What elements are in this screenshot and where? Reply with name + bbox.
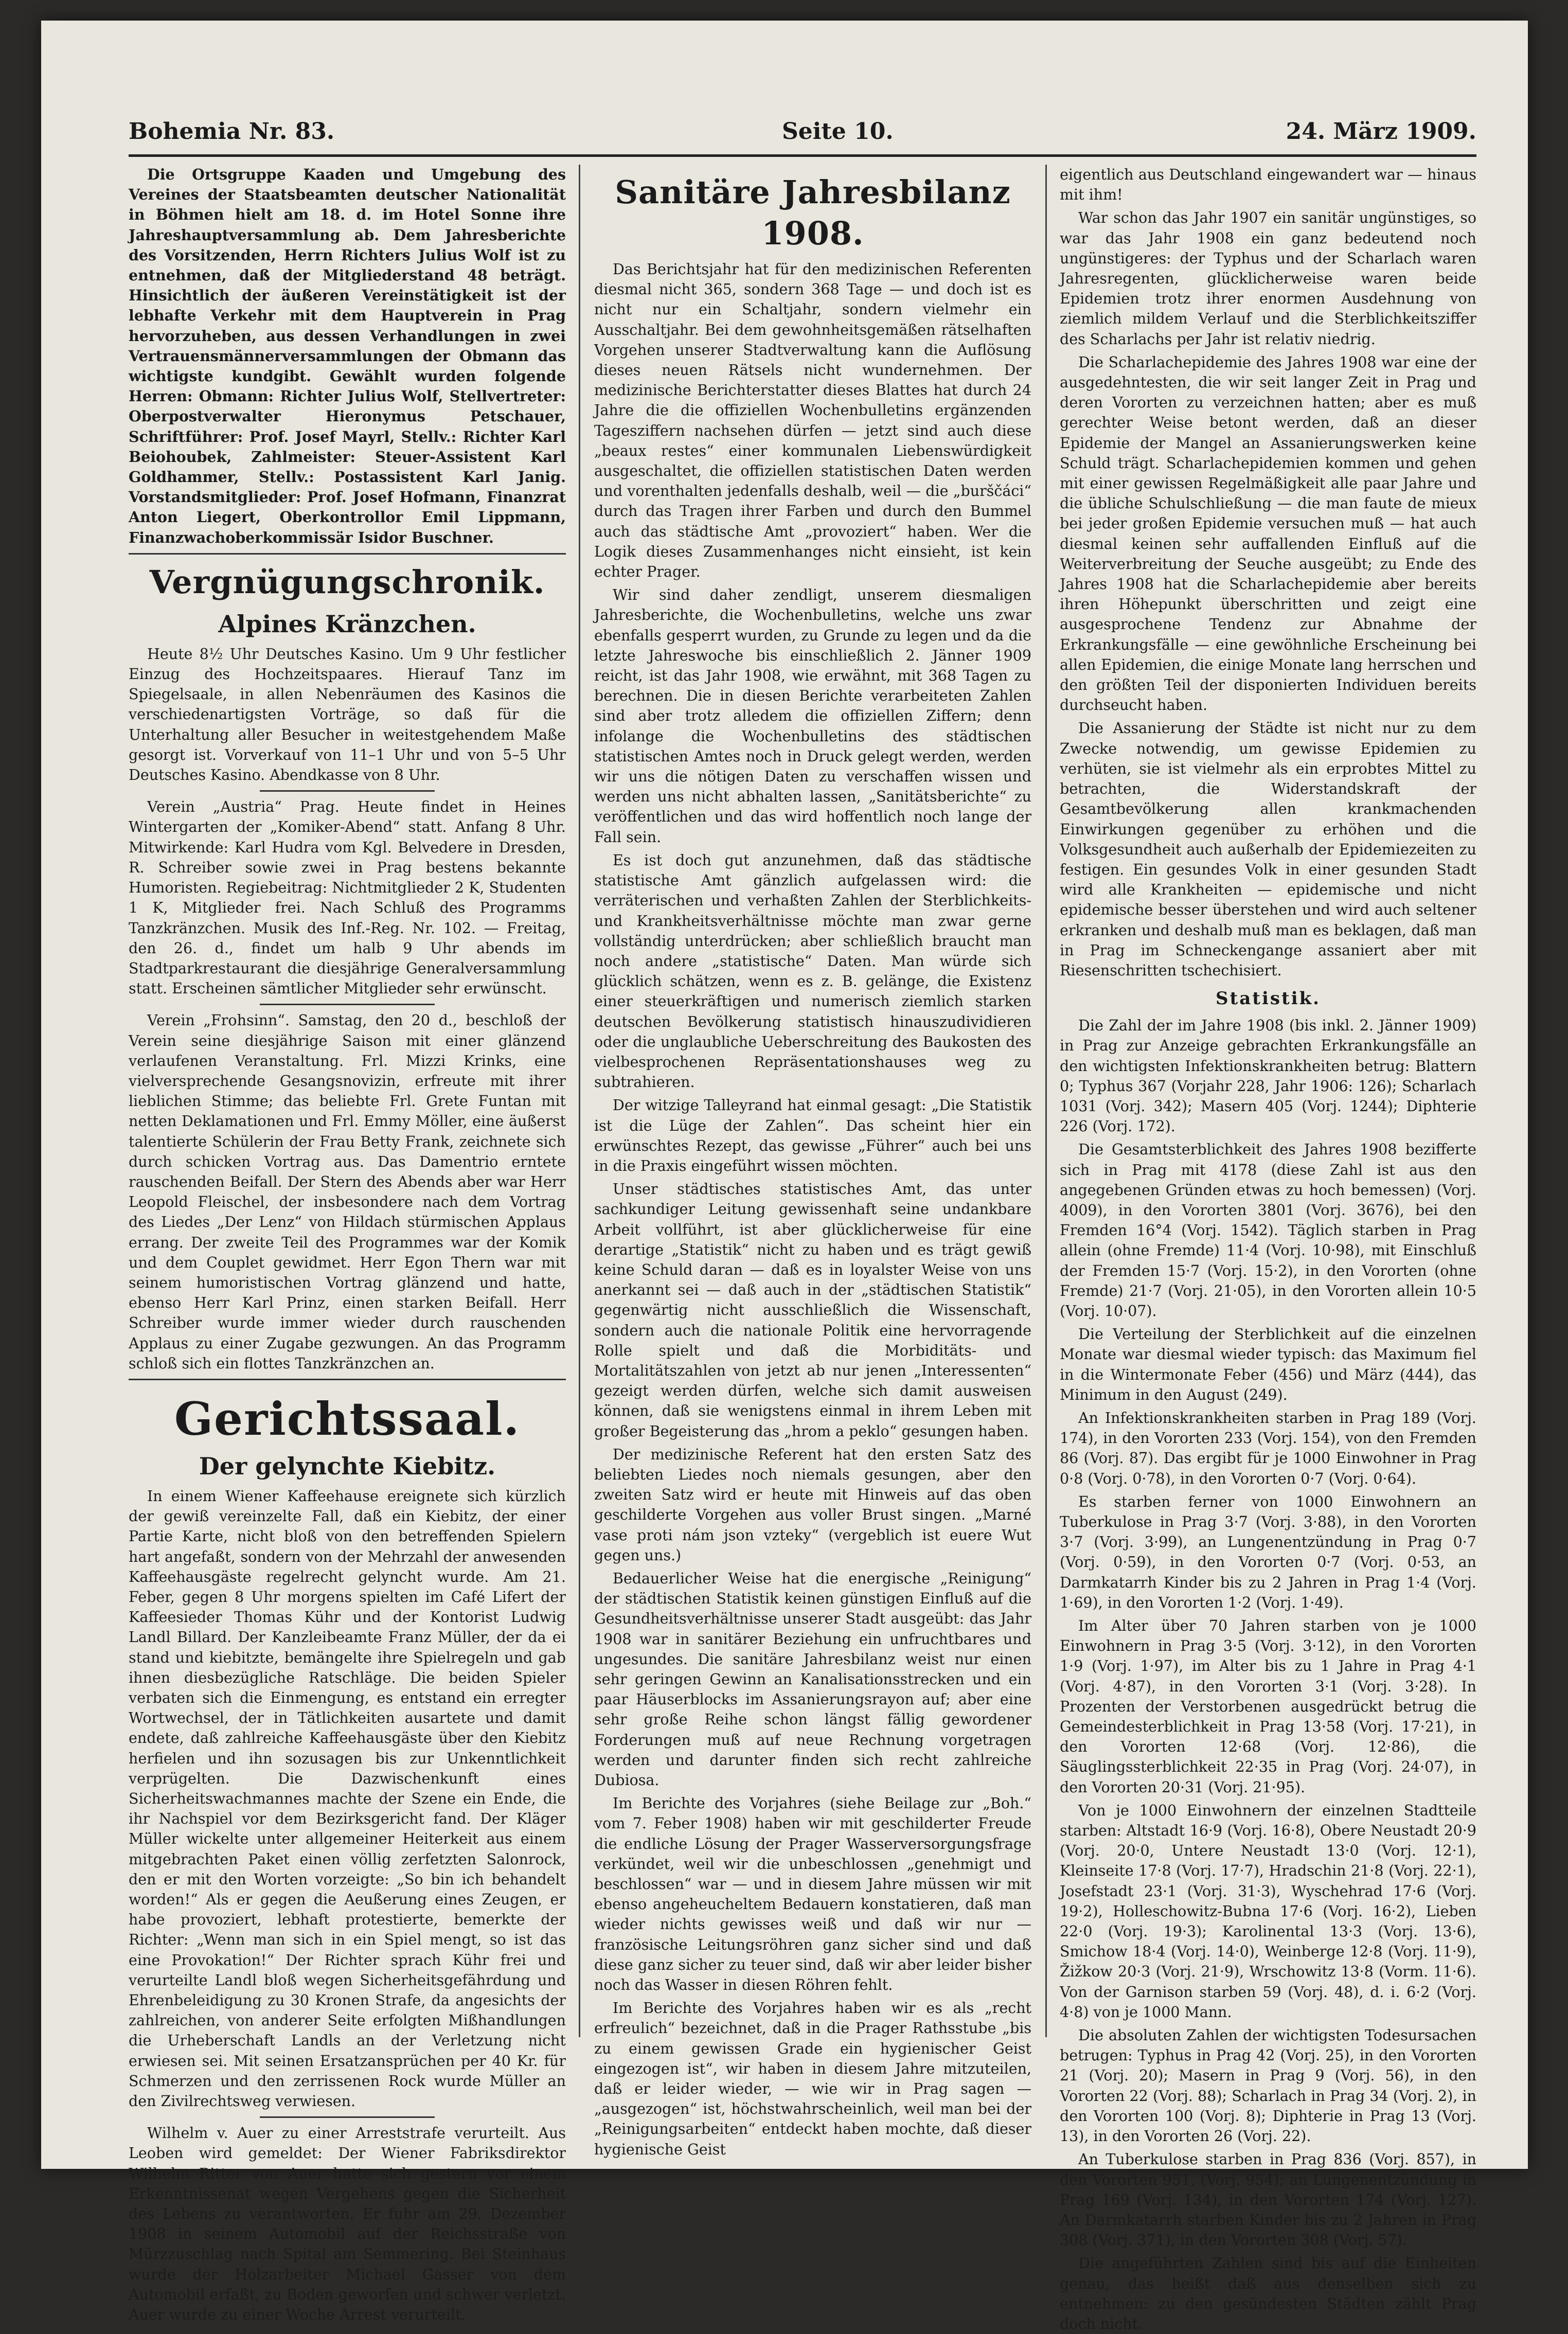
paragraph: Die Scharlachepidemie des Jahres 1908 war eine der ausgedehntesten, die wir seit langer Zeit in Prag und deren Vororten zu verzeichnen hatten; aber es muß gerechter Weise betont werden, daß an dieser Epidemie der Mangel an Assanierungswerken keine Schuld trägt. Scharlachepidemien kommen und gehen mit einer gewissen Regelmäßigkeit alle paar Jahre und die übliche Schulschließung — die man faute de mieux bei jeder großen Epidemie versuchen muß — hat auch diesmal keinen sehr auffallenden Einfluß auf die Weiterverbreitung der Seuche ausgeübt; zu Ende des Jahres 1908 hat die Scharlachepidemie aber bereits ihren Höhepunkt überschritten und zeigt eine ausgesprochene Tendenz zur Abnahme der Erkrankungsfälle — eine gewöhnliche Erscheinung bei allen Epidemien, die einige Monate lang herrschen und den größten Teil der disponierten Individuen bereits durchseucht haben. xyxy=(1060,353,1476,714)
page-header xyxy=(129,98,1476,157)
issue-date: 24. März 1909. xyxy=(1286,118,1476,145)
paragraph: Der medizinische Referent hat den ersten Satz des beliebten Liedes noch niemals gesungen, aber den zweiten Satz wird er heute mit Hinweis auf das oben geschilderte Vorgehen aus voller Brust singen. „Marné vase proti nám json vzteky“ (vergeblich ist euere Wut gegen uns.) xyxy=(594,1446,1031,1564)
paragraph: Unser städtisches statistisches Amt, das unter sachkundiger Leitung gewissenhaft seine undankbare Arbeit vollführt, ist aber glücklicherweise für eine derartige „Statistik“ nicht zu haben und es trägt gewiß keine Schuld daran — daß es in loyalster Weise von uns anerkannt sei — daß auch in der „städtischen Statistik“ gegenwärtig nicht ausschließlich die Wissenschaft, sondern auch die nationale Politik eine hervorragende Rolle spielt und daß die Morbiditäts- und Mortalitätszahlen von jetzt ab nur jenen „Interessenten“ gezeigt werden dürfen, welche sich damit ausweisen können, daß sie wenigstens einmal in ihrem Leben mit großer Begeisterung das „hrom a peklo“ gesungen haben. xyxy=(594,1181,1031,1440)
paragraph: Bedauerlicher Weise hat die energische „Reinigung“ der städtischen Statistik keinen günstigen Einfluß auf die Gesundheitsverhältnisse unserer Stadt ausgeübt: das Jahr 1908 war in sanitärer Beziehung ein unfruchtbares und ungesundes. Die sanitäre Jahresbilanz weist nur einen sehr geringen Gewinn an Kanalisationsstrecken und ein paar Häuserblocks im Assanierungsrayon auf; aber eine sehr große Reihe schon längst fällig gewordener Forderungen muß auf neue Rechnung vorgetragen werden und darunter finden sich recht zahlreiche Dubiosa. xyxy=(594,1570,1031,1789)
article-auer-text: Wilhelm v. Auer zu einer Arreststrafe verurteilt. Aus Leoben wird gemeldet: Der Wiener Fabriksdirektor Wilhelm Ritter von Auer hatte sich gestern vor einem Erkenntnissenat wegen Vergehens gegen die Sicherheit des Lebens zu verantworten. Er fuhr am 29. Dezember 1908 in seinem Automobil auf der Reichsstraße von Mürzzuschlag nach Spital am Semmering. Bei Steinhaus wurde der Holzarbeiter Michael Gasser von dem Automobil erfaßt, zu Boden geworfen und schwer verletzt. Auer wurde zu einer Woche Arrest verurteilt. xyxy=(129,2125,566,2324)
paragraph: Die Verteilung der Sterblichkeit auf die einzelnen Monate war diesmal wieder typisch: das Maximum fiel in die Wintermonate Feber (456) und März (444), das Minimum in den August (249). xyxy=(1060,1326,1476,1403)
divider xyxy=(260,1004,435,1005)
paragraph: Die Gesamtsterblichkeit des Jahres 1908 bezifferte sich in Prag mit 4178 (diese Zahl ist aus den angegebenen Gründen etwas zu hoch bemessen) (Vorj. 4009), in den Vororten 3801 (Vorj. 3676), bei den Fremden 16°4 (Vorj. 1542). Täglich starben in Prag allein (ohne Fremde) 11·4 (Vorj. 10·98), mit Einschluß der Fremden 15·7 (Vorj. 15·2), in den Vororten (ohne Fremde) 21·7 (Vorj. 21·05), in den Vororten allein 10·5 (Vorj. 10·07). xyxy=(1060,1141,1476,1320)
paragraph: An Infektionskrankheiten starben in Prag 189 (Vorj. 174), in den Vororten 233 (Vorj. 154), von den Fremden 86 (Vorj. 87). Das ergibt für je 1000 Einwohner in Prag 0·8 (Vorj. 0·78), in den Vororten 0·7 (Vorj. 0·64). xyxy=(1060,1409,1476,1487)
column-1 xyxy=(129,165,566,2324)
paragraph: An Tuberkulose starben in Prag 836 (Vorj. 857), in den Vororten 951, (Vorj. 954); an Lungenentzündung in Prag 169 (Vorj. 134), in den Vororten 174 (Vorj. 127). An Darmkatarrh starben Kinder bis zu 2 Jahren in Prag 308 (Vorj. 371), in den Vororten 308 (Vorj. 57). xyxy=(1060,2151,1476,2249)
article-title-alpines: Alpines Kränzchen. xyxy=(218,610,476,638)
article-title-sanitaere-jahresbilanz: Sanitäre Jahresbilanz 1908. xyxy=(615,173,1011,252)
masthead-issue: Bohemia Nr. 83. xyxy=(129,118,335,145)
paragraph: Der witzige Talleyrand hat einmal gesagt: „Die Statistik ist die Lüge der Zahlen“. Das scheint hier ein erwünschtes Rezept, das gewisse „Führer“ auch bei uns in die Praxis eingeführt wissen möchten. xyxy=(594,1097,1031,1174)
section-title-gerichtssaal: Gerichtssaal. xyxy=(174,1392,521,1446)
divider xyxy=(260,790,435,792)
column-rule-2 xyxy=(1045,165,1047,2037)
paragraph: Die absoluten Zahlen der wichtigsten Todesursachen betrugen: Typhus in Prag 42 (Vorj. 25), in den Vororten 21 (Vorj. 20); Masern in Prag 9 (Vorj. 56), in den Vororten 22 (Vorj. 88); Scharlach in Prag 34 (Vorj. 2), in den Vororten 100 (Vorj. 8); Diphterie in Prag 13 (Vorj. 13), in den Vororten 26 (Vorj. 22). xyxy=(1060,2027,1476,2145)
article-title-kiebitz: Der gelynchte Kiebitz. xyxy=(199,1452,496,1480)
section-title-vergnuegungschronik: Vergnügungschronik. xyxy=(149,563,545,601)
paragraph: Die Zahl der im Jahre 1908 (bis inkl. 2. Jänner 1909) in Prag zur Anzeige gebrachten Erkrankungsfälle an den wichtigsten Infektionskrankheiten betrug: Blattern 0; Typhus 367 (Vorjahr 228, Jahr 1906: 126); Scharlach 1031 (Vorj. 342); Masern 405 (Vorj. 1244); Diphterie 226 (Vorj. 172). xyxy=(1060,1017,1476,1135)
paragraph: eigentlich aus Deutschland eingewandert war — hinaus mit ihm! xyxy=(1060,166,1476,204)
column-rule-1 xyxy=(579,165,580,2037)
paragraph: Das Berichtsjahr hat für den medizinischen Referenten diesmal nicht 365, sondern 368 Tage — und doch ist es nicht nur ein Schaltjahr, sondern vielmehr ein Ausschaltjahr. Bei dem gewohnheitsgemäßen rätselhaften Vorgehen unserer Stadtverwaltung kann die Auflösung dieses neuen Rätsels nicht wundernehmen. Der medizinische Berichterstatter dieses Blattes hat durch 24 Jahre die die offiziellen Wochenbulletins ergänzenden Tagesziffern nachsehen dürfen — jetzt sind auch diese „beaux restes“ einer kommunalen Liebenswürdigkeit ausgeschaltet, die offiziellen statistischen Daten werden und vorenthalten jedenfalls deshalb, weil — die „burščáci“ durch das Tragen ihrer Farben und durch den Bummel auch das städtische Amt „provoziert“ haben. Wer die Logik dieses Zusammenhanges nicht einsieht, ist kein echter Prager. xyxy=(594,261,1031,581)
page-number: Seite 10. xyxy=(782,118,894,145)
article-ortsgruppe: Die Ortsgruppe Kaaden und Umgebung des Vereines der Staatsbeamten deutscher Nationalität in Böhmen hielt am 18. d. im Hotel Sonne ihre Jahreshauptversammlung ab. Dem Jahresberichte des Vorsitzenden, Herrn Richters Julius Wolf ist zu entnehmen, daß der Mitgliederstand 48 beträgt. Hinsichtlich der äußeren Vereinstätigkeit ist der lebhafte Verkehr mit dem Hauptverein in Prag hervorzuheben, aus dessen Verhandlungen in zwei Vertrauensmännerversammlungen der Obmann das wichtigste kundgibt. Gewählt wurden folgende Herren: Obmann: Richter Julius Wolf, Stellvertreter: Oberpostverwalter Hieronymus Petschauer, Schriftführer: Prof. Josef Mayrl, Stellv.: Richter Karl Beiohoubek, Zahlmeister: Steuer-Assistent Karl Goldhammer, Stellv.: Postassistent Karl Janig. Vorstandsmitglieder: Prof. Josef Hofmann, Finanzrat Anton Liegert, Oberkontrollor Emil Lippmann, Finanzwachoberkommissär Isidor Buschner. xyxy=(129,166,566,546)
paragraph: Die Assanierung der Städte ist nicht nur zu dem Zwecke notwendig, um gewisse Epidemien zu verhüten, sie ist vielmehr als ein erprobtes Mittel zu betrachten, die Widerstandskraft der Gesamtbevölkerung allen krankmachenden Einwirkungen gegenüber zu erhöhen und die Volksgesundheit auch außerhalb der Epidemiezeiten zu festigen. Ein gesundes Volk in einer gesunden Stadt wird alle Krankheiten — epidemische und nicht epidemische besser überstehen und wird auch seltener erkranken und deshalb muß man es beklagen, daß man in Prag im Schneckengange assaniert aber mit Riesenschritten tschechisiert. xyxy=(1060,720,1476,979)
divider xyxy=(260,2116,435,2118)
article-frohsinn-text: Verein „Frohsinn“. Samstag, den 20 d., beschloß der Verein seine diesjährige Saison mit einer glänzend verlaufenen Veranstaltung. Frl. Mizzi Krinks, eine vielversprechende Gesangsnovizin, erfreute mit ihrer lieblichen Stimme; das beliebte Frl. Grete Funtan mit netten Deklamationen und Frl. Emmy Möller, eine äußerst talentierte Schülerin der Frau Betty Frank, zeichnete sich durch schicken Vortrag aus. Das Damentrio erntete rauschenden Beifall. Der Stern des Abends aber war Herr Leopold Fleischel, der insbesondere nach dem Vortrag des Liedes „Der Lenz“ von Hildach stürmischen Applaus errang. Der zweite Teil des Programmes war der Komik und dem Couplet gewidmet. Herr Egon Thern war mit seinem humoristischen Vortrag glänzend und hatte, ebenso Herr Karl Prinz, einen starken Beifall. Herr Schreiber wurde immer wieder durch rauschenden Applaus zu einer Zugabe gezwungen. An das Programm schloß sich ein flottes Tanzkränzchen an. xyxy=(129,1012,566,1372)
paragraph: Die angeführten Zahlen sind bis auf die Einheiten genau, das heißt daß aus denselben sich zu entnehmen: zu den gesündesten Städten zählt Prag doch nicht. xyxy=(1060,2255,1476,2332)
paragraph: War schon das Jahr 1907 ein sanitär ungünstiges, so war das Jahr 1908 ein ganz bedeutend noch ungünstigeres: der Typhus und der Scharlach waren Jahresregenten, glücklicherweise waren beide Epidemien trotz ihrer enormen Ausdehnung von ziemlich mildem Verlauf und die Sterblichkeitsziffer des Scharlachs per Jahr ist relativ niedrig. xyxy=(1060,209,1476,348)
paragraph: Wir sind daher zendligt, unserem diesmaligen Jahresberichte, die Wochenbulletins, welche uns zwar ebenfalls gesperrt wurden, zu Grunde zu legen und da die letzte Jahreswoche bis einschließlich 2. Jänner 1909 reicht, ist das Jahr 1908, wie erwähnt, mit 368 Tagen zu berechnen. Die in diesen Berichte verarbeiteten Zahlen sind aber trotz alledem die offiziellen Ziffern; denn infolange die Wochenbulletins des städtischen statistischen Amtes noch in Druck gelegt werden, werden wir uns die nötigen Daten zu verschaffen wissen und werden uns nicht abhalten lassen, „Sanitätsberichte“ zu veröffentlichen und das wird hoffentlich noch lange der Fall sein. xyxy=(594,586,1031,846)
article-alpines-text: Heute 8½ Uhr Deutsches Kasino. Um 9 Uhr festlicher Einzug des Hochzeitspaares. Hierauf Tanz im Spiegelsaale, in allen Nebenräumen des Kasinos die verschiedenartigsten Vorträge, so daß für die Unterhaltung aller Besucher in weitestgehendem Maße gesorgt ist. Vorverkauf von 11–1 Uhr und von 5–5 Uhr Deutsches Kasino. Abendkasse von 8 Uhr. xyxy=(129,645,566,784)
subsection-title-statistik: Statistik. xyxy=(1215,988,1321,1009)
paragraph: Es starben ferner von 1000 Einwohnern an Tuberkulose in Prag 3·7 (Vorj. 3·88), in den Vororten 3·7 (Vorj. 3·99), an Lungenentzündung in Prag 0·7 (Vorj. 0·59), in den Vororten 0·7 (Vorj. 0·53, an Darmkatarrh Kinder bis zu 2 Jahren in Prag 1·4 (Vorj. 1·69), in den Vororten 1·2 (Vorj. 1·49). xyxy=(1060,1493,1476,1611)
paragraph: Im Berichte des Vorjahres haben wir es als „recht erfreulich“ bezeichnet, daß in die Prager Rathsstube „bis zu einem gewissen Grade ein hygienischer Geist eingezogen ist“, wir haben in diesem Jahre mitzuteilen, daß er leider wieder, — wie wir in Prag sagen — „ausgezogen“ ist, höchstwahrscheinlich, weil man bei der „Reinigungsarbeiten“ entdeckt haben mochte, daß dieser hygienische Geist xyxy=(594,2000,1031,2158)
column-2 xyxy=(594,165,1031,2158)
paragraph: Im Alter über 70 Jahren starben von je 1000 Einwohnern in Prag 3·5 (Vorj. 3·12), in den Vororten 1·9 (Vorj. 1·97), im Alter bis zu 1 Jahre in Prag 4·1 (Vorj. 4·87), in den Vororten 3·1 (Vorj. 3·28). In Prozenten der Verstorbenen ausgedrückt betrug die Gemeindesterblichkeit in Prag 13·58 (Vorj. 17·21), in den Vororten 12·68 (Vorj. 12·86), die Säuglingssterblichkeit 22·35 in Prag (Vorj. 24·07), in den Vororten 20·31 (Vorj. 21·95). xyxy=(1060,1617,1476,1796)
paragraph: Im Berichte des Vorjahres (siehe Beilage zur „Boh.“ vom 7. Feber 1908) haben wir mit geschilderter Freude die endliche Lösung der Prager Wasserversorgungsfrage verkündet, weil wir die unbeschlossen „genehmigt und beschlossen“ war — und in diesem Jahre müssen wir mit ebenso angeheucheltem Bedauern konstatieren, daß man wieder nichts gewisses weiß und daß wir nur — französische Leitungsröhren ganz sicher sind und daß diese ganz sicher zu teuer sind, daß wir aber leider bisher noch das Wasser in diesen Röhren fehlt. xyxy=(594,1795,1031,1994)
divider xyxy=(129,553,566,555)
article-kiebitz-text: In einem Wiener Kaffeehause ereignete sich kürzlich der gewiß vereinzelte Fall, daß ein Kiebitz, der einer Partie Karte, nicht bloß von den betreffenden Spielern hart angefaßt, sondern von der Mehrzahl der anwesenden Kaffeehausgäste regelrecht gelyncht wurde. Am 21. Feber, gegen 8 Uhr morgens spielten im Café Lifert der Kaffeesieder Thomas Kühr und der Kontorist Ludwig Landl Billard. Der Kanzleibeamte Franz Müller, der da ei stand und kiebitzte, bemängelte ihre Spielregeln und gab ihnen diesbezügliche Ratschläge. Die beiden Spieler verbaten sich die Einmengung, es entstand ein erregter Wortwechsel, der in Tätlichkeiten ausartete und damit endete, daß zahlreiche Kaffeehausgäste über den Kiebitz herfielen und ihn sozusagen bis zur Unkenntlichkeit verprügelten. Die Dazwischenkunft eines Sicherheitswachmannes machte der Szene ein Ende, die ihr Nachspiel vor dem Bezirksgericht fand. Der Kläger Müller wickelte unter allgemeiner Heiterkeit aus einem mitgebrachten Paket einen völlig zerfetzten Salonrock, den er mit den Worten vorzeigte: „So bin ich behandelt worden!“ Als er gegen die Aeußerung eines Zeugen, er habe provoziert, lebhaft protestierte, bemerkte der Richter: „Wenn man sich in ein Spiel mengt, so ist das eine Provokation!“ Der Richter sprach Kühr frei und verurteilte Landl bloß wegen Sicherheitsgefährdung und Ehrenbeleidigung zu 30 Kronen Strafe, da angesichts der zahlreichen, von anderer Seite erfolgten Mißhandlungen die Urheberschaft Landls an der Verletzung nicht erwiesen sei. Mit seinen Ersatzansprüchen per 40 Kr. für Schmerzen und den zerrissenen Rock wurde Müller an den Zivilrechtsweg verwiesen. xyxy=(129,1487,566,2110)
article-austria-text: Verein „Austria“ Prag. Heute findet in Heines Wintergarten der „Komiker-Abend“ statt. Anfang 8 Uhr. Mitwirkende: Karl Hudra vom Kgl. Belvedere in Dresden, R. Schreiber sowie zwei in Prag bestens bekannte Humoristen. Regiebeitrag: Nichtmitglieder 2 K, Studenten 1 K, Mitglieder frei. Nach Schluß des Programms Tanzkränzchen. Musik des Inf.-Reg. Nr. 102. — Freitag, den 26. d., findet um halb 9 Uhr abends im Stadtparkrestaurant die diesjährige Generalversammlung statt. Erscheinen sämtlicher Mitglieder sehr erwünscht. xyxy=(129,798,566,997)
paragraph: Von je 1000 Einwohnern der einzelnen Stadtteile starben: Altstadt 16·9 (Vorj. 16·8), Obere Neustadt 20·9 (Vorj. 20·0, Untere Neustadt 13·0 (Vorj. 12·1), Kleinseite 17·8 (Vorj. 17·7), Hradschin 21·8 (Vorj. 22·1), Josefstadt 23·1 (Vorj. 31·3), Wyschehrad 17·6 (Vorj. 19·2), Holleschowitz-Bubna 17·6 (Vorj. 16·2), Lieben 22·0 (Vorj. 19·3); Karolinental 13·3 (Vorj. 13·6), Smichow 18·4 (Vorj. 14·0), Weinberge 12·8 (Vorj. 11·9), Žižkow 20·3 (Vorj. 21·9), Wrschowitz 13·8 (Vorm. 11·6). Von der Garnison starben 59 (Vorj. 48), d. i. 6·2 (Vorj. 4·8) von je 1000 Mann. xyxy=(1060,1802,1476,2021)
paragraph: Es ist doch gut anzunehmen, daß das städtische statistische Amt gänzlich aufgelassen wird: die verräterischen und verhaßten Zahlen der Sterblichkeits- und Krankheitsverhältnisse möchte man zwar gerne vollständig unterdrücken; aber schließlich braucht man noch andere „statistische“ Daten. Man würde sich glücklich schätzen, wenn es z. B. gelänge, die Existenz einer steuerkräftigen und numerisch ziemlich starken deutschen Bevölkerung statistisch hinauszudividieren oder die unglaubliche Ueberschreitung des Baukosten des vielbesprochenen Repräsentationshauses weg zu subtrahieren. xyxy=(594,851,1031,1091)
divider xyxy=(129,1379,566,1380)
column-3 xyxy=(1060,165,1476,2332)
